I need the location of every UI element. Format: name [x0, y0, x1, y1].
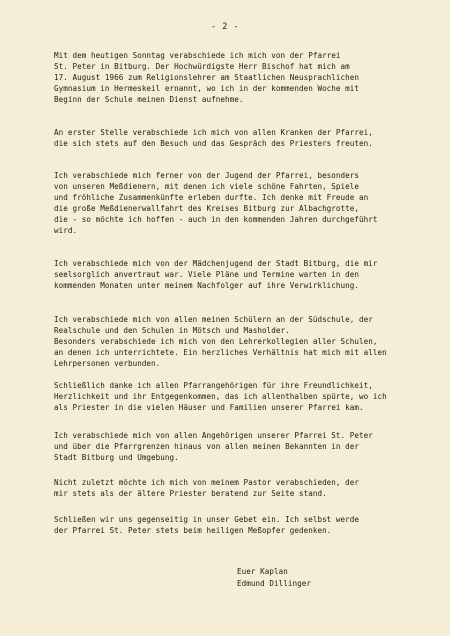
text-line: Besonders verabschiede ich mich von den Lehrerkollegien aller Schulen,: [54, 337, 378, 346]
text-line: Ich verabschiede mich von allen Angehörigen unserer Pfarrei St. Peter: [54, 431, 373, 440]
text-line: An erster Stelle verabschiede ich mich von allen Kranken der Pfarrei,: [54, 128, 373, 137]
text-line: mir stets als der ältere Priester beratend zur Seite stand.: [54, 489, 327, 498]
text-line: und über die Pfarrgrenzen hinaus von allen meinen Bekannten in der: [54, 442, 360, 451]
text-line: seelsorglich anvertraut war. Viele Pläne und Termine warten in den: [54, 270, 360, 279]
text-line: Nicht zuletzt möchte ich mich von meinem Pastor verabschieden, der: [54, 478, 360, 487]
closing-salutation: Euer Kaplan: [237, 567, 288, 576]
text-line: Gymnasium in Hermeskeil ernannt, wo ich in der kommenden Woche mit: [54, 84, 360, 93]
text-line: 17. August 1966 zum Religionslehrer am Staatlichen Neusprachlichen: [54, 73, 360, 82]
text-line: der Pfarrei St. Peter stets beim heiligen Meßopfer gedenken.: [54, 526, 332, 535]
text-line: Realschule und den Schulen in Mötsch und Masholder.: [54, 326, 290, 335]
text-line: kommenden Monaten unter meinem Nachfolger auf ihre Verwirklichung.: [54, 281, 360, 290]
text-line: die - so möchte ich hoffen - auch in den kommenden Jahren durchgeführt: [54, 215, 378, 224]
text-line: Schließlich danke ich allen Pfarrangehörigen für ihre Freundlichkeit,: [54, 381, 373, 390]
text-line: an denen ich unterrichtete. Ein herzliches Verhältnis hat mich mit allen: [54, 348, 387, 357]
page-number: - 2 -: [210, 22, 240, 32]
text-line: Schließen wir uns gegenseitig in unser Gebet ein. Ich selbst werde: [54, 515, 360, 524]
text-line: Beginn der Schule meinen Dienst aufnehme.: [54, 95, 244, 104]
text-line: Ich verabschiede mich von der Mädchenjugend der Stadt Bitburg, die mir: [54, 259, 378, 268]
text-line: als Priester in die vielen Häuser und Familien unserer Pfarrei kam.: [54, 403, 364, 412]
text-line: Lehrpersonen verbunden.: [54, 359, 161, 368]
signature-name: Edmund Dillinger: [237, 579, 311, 588]
text-line: von unseren Meßdienern, mit denen ich viele schöne Fahrten, Spiele: [54, 182, 360, 191]
text-line: Ich verabschiede mich von allen meinen Schülern an der Südschule, der: [54, 315, 373, 324]
text-line: und fröhliche Zusammenkünfte erleben durfte. Ich denke mit Freude an: [54, 193, 369, 202]
text-line: Herzlichkeit und ihr Entgegenkommen, das ich allenthalben spürte, wo ich: [54, 392, 387, 401]
text-line: Ich verabschiede mich ferner von der Jugend der Pfarrei, besonders: [54, 171, 360, 180]
text-line: die sich stets auf den Besuch und das Gespräch des Priesters freuten.: [54, 139, 373, 148]
text-line: Mit dem heutigen Sonntag verabschiede ich mich von der Pfarrei: [54, 51, 341, 60]
text-line: wird.: [54, 226, 78, 235]
text-line: die große Meßdienerwallfahrt des Kreises Bitburg zur Albachgrotte,: [54, 204, 360, 213]
text-line: St. Peter in Bitburg. Der Hochwürdigste Herr Bischof hat mich am: [54, 62, 350, 71]
text-line: Stadt Bitburg und Umgebung.: [54, 453, 179, 462]
